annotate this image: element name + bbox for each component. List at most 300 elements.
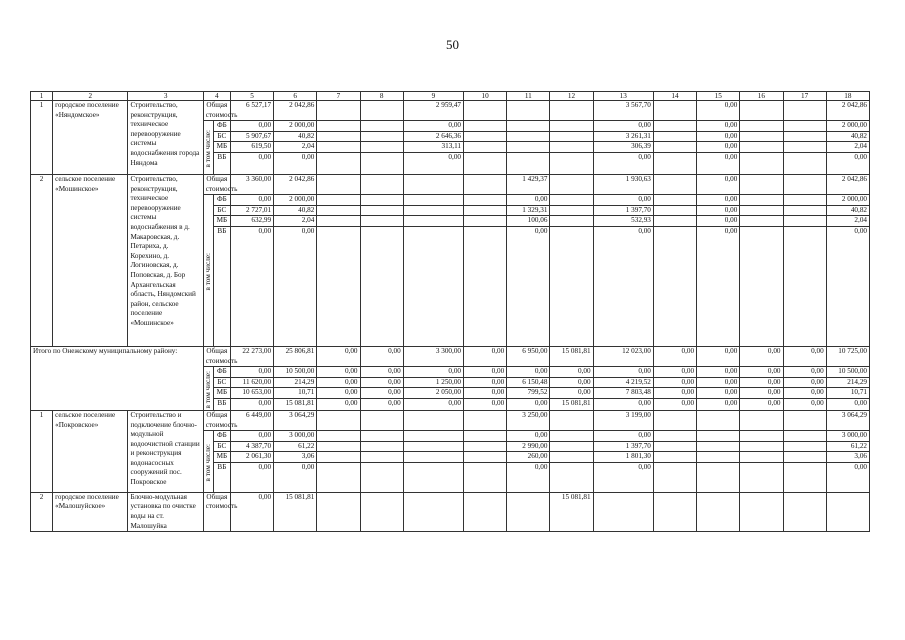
value-cell-col-10: 0,00 bbox=[464, 346, 507, 366]
value-cell-col-18: 0,00 bbox=[826, 226, 869, 346]
value-cell-col-12 bbox=[550, 152, 593, 174]
value-cell-col-6: 0,00 bbox=[274, 462, 317, 492]
value-cell-col-13: 4 219,52 bbox=[593, 377, 653, 388]
project-name: Строительство, реконструкция, техническое перевооружение системы водоснабжения города Няндома bbox=[128, 101, 203, 175]
value-cell-col-17: 0,00 bbox=[783, 388, 826, 399]
value-cell-col-9 bbox=[403, 226, 463, 346]
value-cell-col-10 bbox=[464, 205, 507, 216]
value-cell-col-14 bbox=[653, 431, 696, 442]
value-cell-col-18: 2 000,00 bbox=[826, 195, 869, 206]
value-cell-col-5: 5 907,67 bbox=[230, 131, 273, 142]
value-cell-col-18: 0,00 bbox=[826, 398, 869, 410]
page-number: 50 bbox=[446, 37, 459, 52]
value-cell-col-15 bbox=[697, 452, 740, 463]
value-cell-col-9 bbox=[403, 452, 463, 463]
project-name: Строительство, реконструкция, техническое перевооружение системы водоснабжения в д. Макаровская, д. Петариха, д. Корехино, д. Логиновская, д. Поповская, д. Бор Архангельская область, Няндомский район, сельское поселение «Мошинское» bbox=[128, 174, 203, 346]
value-cell-col-8 bbox=[360, 131, 403, 142]
funding-source: МБ bbox=[213, 216, 230, 227]
value-cell-col-18 bbox=[826, 492, 869, 531]
column-number: 18 bbox=[826, 92, 869, 101]
value-cell-col-12 bbox=[550, 441, 593, 452]
value-cell-col-7 bbox=[317, 410, 360, 430]
value-cell-col-13: 12 023,00 bbox=[593, 346, 653, 366]
including-label-text: в том числе: bbox=[203, 443, 212, 482]
value-cell-col-17 bbox=[783, 431, 826, 442]
funding-source: МБ bbox=[213, 142, 230, 153]
row-number: 2 bbox=[31, 174, 53, 346]
value-cell-col-6: 40,82 bbox=[274, 205, 317, 216]
value-cell-col-8 bbox=[360, 174, 403, 194]
value-cell-col-14 bbox=[653, 410, 696, 430]
funding-type-total: Общая стоимость bbox=[203, 410, 230, 430]
funding-source: ФБ bbox=[213, 121, 230, 132]
funding-type-total: Общая стоимость bbox=[203, 174, 230, 194]
municipality-name: городское поселение «Няндомское» bbox=[53, 101, 128, 175]
value-cell-col-6: 2,04 bbox=[274, 216, 317, 227]
value-cell-col-15 bbox=[697, 462, 740, 492]
column-number: 15 bbox=[697, 92, 740, 101]
value-cell-col-5: 0,00 bbox=[230, 398, 273, 410]
value-cell-col-11: 0,00 bbox=[507, 195, 550, 206]
row-number: 2 bbox=[31, 492, 53, 531]
column-number: 1 bbox=[31, 92, 53, 101]
value-cell-col-12: 15 081,81 bbox=[550, 346, 593, 366]
value-cell-col-17 bbox=[783, 205, 826, 216]
value-cell-col-15: 0,00 bbox=[697, 152, 740, 174]
value-cell-col-5: 0,00 bbox=[230, 492, 273, 531]
value-cell-col-17 bbox=[783, 410, 826, 430]
value-cell-col-17 bbox=[783, 152, 826, 174]
value-cell-col-7 bbox=[317, 142, 360, 153]
value-cell-col-14 bbox=[653, 101, 696, 121]
including-label-text: в том числе: bbox=[203, 129, 212, 168]
value-cell-col-6: 40,82 bbox=[274, 131, 317, 142]
value-cell-col-11: 0,00 bbox=[507, 367, 550, 378]
table-row bbox=[31, 174, 870, 194]
value-cell-col-14: 0,00 bbox=[653, 398, 696, 410]
value-cell-col-17 bbox=[783, 131, 826, 142]
value-cell-col-5: 0,00 bbox=[230, 367, 273, 378]
value-cell-col-7 bbox=[317, 452, 360, 463]
column-number: 6 bbox=[274, 92, 317, 101]
value-cell-col-6: 2 042,86 bbox=[274, 101, 317, 121]
value-cell-col-15: 0,00 bbox=[697, 195, 740, 206]
value-cell-col-11: 1 429,37 bbox=[507, 174, 550, 194]
value-cell-col-8 bbox=[360, 431, 403, 442]
including-label bbox=[203, 195, 213, 347]
value-cell-col-5: 22 273,00 bbox=[230, 346, 273, 366]
value-cell-col-15 bbox=[697, 441, 740, 452]
value-cell-col-14: 0,00 bbox=[653, 367, 696, 378]
value-cell-col-7 bbox=[317, 226, 360, 346]
column-numbers-row bbox=[31, 92, 870, 101]
value-cell-col-7 bbox=[317, 216, 360, 227]
value-cell-col-7: 0,00 bbox=[317, 388, 360, 399]
value-cell-col-13: 3 261,31 bbox=[593, 131, 653, 142]
value-cell-col-5: 4 387,70 bbox=[230, 441, 273, 452]
value-cell-col-8 bbox=[360, 195, 403, 206]
value-cell-col-7 bbox=[317, 121, 360, 132]
value-cell-col-15: 0,00 bbox=[697, 367, 740, 378]
value-cell-col-17 bbox=[783, 121, 826, 132]
value-cell-col-10 bbox=[464, 462, 507, 492]
value-cell-col-10 bbox=[464, 441, 507, 452]
value-cell-col-9 bbox=[403, 195, 463, 206]
funding-source: ВБ bbox=[213, 462, 230, 492]
value-cell-col-10 bbox=[464, 216, 507, 227]
value-cell-col-8 bbox=[360, 121, 403, 132]
value-cell-col-18: 2 042,86 bbox=[826, 101, 869, 121]
column-number: 9 bbox=[403, 92, 463, 101]
funding-source: БС bbox=[213, 441, 230, 452]
value-cell-col-10 bbox=[464, 452, 507, 463]
value-cell-col-10 bbox=[464, 226, 507, 346]
column-number: 16 bbox=[740, 92, 783, 101]
funding-source: ФБ bbox=[213, 431, 230, 442]
value-cell-col-14 bbox=[653, 441, 696, 452]
funding-source: ФБ bbox=[213, 367, 230, 378]
column-number: 12 bbox=[550, 92, 593, 101]
value-cell-col-13: 0,00 bbox=[593, 462, 653, 492]
value-cell-col-16 bbox=[740, 410, 783, 430]
value-cell-col-15 bbox=[697, 431, 740, 442]
value-cell-col-18: 2 000,00 bbox=[826, 121, 869, 132]
value-cell-col-7 bbox=[317, 195, 360, 206]
value-cell-col-16 bbox=[740, 131, 783, 142]
value-cell-col-11: 0,00 bbox=[507, 431, 550, 442]
value-cell-col-7: 0,00 bbox=[317, 398, 360, 410]
value-cell-col-10 bbox=[464, 142, 507, 153]
value-cell-col-18: 2 042,86 bbox=[826, 174, 869, 194]
value-cell-col-15: 0,00 bbox=[697, 226, 740, 346]
value-cell-col-14 bbox=[653, 226, 696, 346]
funding-source: ВБ bbox=[213, 226, 230, 346]
value-cell-col-14 bbox=[653, 121, 696, 132]
value-cell-col-5: 3 360,00 bbox=[230, 174, 273, 194]
value-cell-col-13: 1 397,70 bbox=[593, 441, 653, 452]
value-cell-col-11: 0,00 bbox=[507, 462, 550, 492]
column-number: 4 bbox=[203, 92, 230, 101]
funding-type-total: Общая стоимость bbox=[203, 101, 230, 121]
value-cell-col-6: 2 042,86 bbox=[274, 174, 317, 194]
value-cell-col-12: 0,00 bbox=[550, 388, 593, 399]
value-cell-col-11: 0,00 bbox=[507, 226, 550, 346]
value-cell-col-9: 0,00 bbox=[403, 398, 463, 410]
value-cell-col-6: 25 806,81 bbox=[274, 346, 317, 366]
value-cell-col-13 bbox=[593, 492, 653, 531]
value-cell-col-6: 2,04 bbox=[274, 142, 317, 153]
value-cell-col-14 bbox=[653, 152, 696, 174]
value-cell-col-11: 6 150,48 bbox=[507, 377, 550, 388]
value-cell-col-7 bbox=[317, 131, 360, 142]
value-cell-col-10 bbox=[464, 131, 507, 142]
including-label bbox=[203, 367, 213, 411]
value-cell-col-9 bbox=[403, 174, 463, 194]
value-cell-col-13: 532,93 bbox=[593, 216, 653, 227]
value-cell-col-16 bbox=[740, 174, 783, 194]
value-cell-col-6: 10,71 bbox=[274, 388, 317, 399]
value-cell-col-18: 0,00 bbox=[826, 152, 869, 174]
value-cell-col-16: 0,00 bbox=[740, 367, 783, 378]
value-cell-col-18: 3 000,00 bbox=[826, 431, 869, 442]
table-row bbox=[31, 101, 870, 121]
value-cell-col-17 bbox=[783, 452, 826, 463]
value-cell-col-5: 10 653,00 bbox=[230, 388, 273, 399]
value-cell-col-6: 3,06 bbox=[274, 452, 317, 463]
value-cell-col-14 bbox=[653, 195, 696, 206]
value-cell-col-10 bbox=[464, 101, 507, 121]
value-cell-col-11: 799,52 bbox=[507, 388, 550, 399]
value-cell-col-17: 0,00 bbox=[783, 367, 826, 378]
row-number: 1 bbox=[31, 101, 53, 175]
value-cell-col-6: 10 500,00 bbox=[274, 367, 317, 378]
value-cell-col-14: 0,00 bbox=[653, 346, 696, 366]
value-cell-col-8 bbox=[360, 152, 403, 174]
value-cell-col-8 bbox=[360, 101, 403, 121]
value-cell-col-8: 0,00 bbox=[360, 367, 403, 378]
value-cell-col-12 bbox=[550, 462, 593, 492]
value-cell-col-14: 0,00 bbox=[653, 388, 696, 399]
value-cell-col-11: 6 950,00 bbox=[507, 346, 550, 366]
value-cell-col-8 bbox=[360, 205, 403, 216]
including-label-text: в том числе: bbox=[203, 370, 212, 409]
value-cell-col-10 bbox=[464, 492, 507, 531]
value-cell-col-8 bbox=[360, 142, 403, 153]
value-cell-col-15: 0,00 bbox=[697, 388, 740, 399]
value-cell-col-13: 3 199,00 bbox=[593, 410, 653, 430]
value-cell-col-14 bbox=[653, 216, 696, 227]
value-cell-col-17 bbox=[783, 462, 826, 492]
value-cell-col-8: 0,00 bbox=[360, 377, 403, 388]
table-row bbox=[31, 492, 870, 531]
municipality-name: сельское поселение «Покровское» bbox=[53, 410, 128, 492]
value-cell-col-14: 0,00 bbox=[653, 377, 696, 388]
value-cell-col-6: 214,29 bbox=[274, 377, 317, 388]
value-cell-col-13: 0,00 bbox=[593, 398, 653, 410]
value-cell-col-11: 1 329,31 bbox=[507, 205, 550, 216]
value-cell-col-18: 40,82 bbox=[826, 205, 869, 216]
value-cell-col-17 bbox=[783, 226, 826, 346]
value-cell-col-18: 214,29 bbox=[826, 377, 869, 388]
value-cell-col-15: 0,00 bbox=[697, 121, 740, 132]
value-cell-col-8 bbox=[360, 452, 403, 463]
value-cell-col-9: 0,00 bbox=[403, 121, 463, 132]
value-cell-col-13: 306,39 bbox=[593, 142, 653, 153]
value-cell-col-17: 0,00 bbox=[783, 377, 826, 388]
value-cell-col-18: 10 725,00 bbox=[826, 346, 869, 366]
value-cell-col-11 bbox=[507, 121, 550, 132]
value-cell-col-13: 0,00 bbox=[593, 121, 653, 132]
value-cell-col-9 bbox=[403, 462, 463, 492]
table-row bbox=[31, 346, 870, 366]
value-cell-col-15: 0,00 bbox=[697, 377, 740, 388]
value-cell-col-6: 0,00 bbox=[274, 226, 317, 346]
value-cell-col-16 bbox=[740, 431, 783, 442]
value-cell-col-9 bbox=[403, 205, 463, 216]
value-cell-col-9 bbox=[403, 441, 463, 452]
value-cell-col-9: 2 646,36 bbox=[403, 131, 463, 142]
value-cell-col-10 bbox=[464, 152, 507, 174]
funding-source: ВБ bbox=[213, 152, 230, 174]
value-cell-col-11: 2 990,00 bbox=[507, 441, 550, 452]
value-cell-col-17 bbox=[783, 492, 826, 531]
column-number: 17 bbox=[783, 92, 826, 101]
value-cell-col-13: 1 397,70 bbox=[593, 205, 653, 216]
column-number: 13 bbox=[593, 92, 653, 101]
value-cell-col-7 bbox=[317, 492, 360, 531]
value-cell-col-12 bbox=[550, 174, 593, 194]
value-cell-col-15: 0,00 bbox=[697, 131, 740, 142]
value-cell-col-6: 3 000,00 bbox=[274, 431, 317, 442]
value-cell-col-7 bbox=[317, 152, 360, 174]
value-cell-col-11 bbox=[507, 492, 550, 531]
value-cell-col-12 bbox=[550, 452, 593, 463]
value-cell-col-10: 0,00 bbox=[464, 367, 507, 378]
value-cell-col-16 bbox=[740, 101, 783, 121]
value-cell-col-6: 61,22 bbox=[274, 441, 317, 452]
column-number: 5 bbox=[230, 92, 273, 101]
value-cell-col-16 bbox=[740, 492, 783, 531]
value-cell-col-12 bbox=[550, 226, 593, 346]
value-cell-col-8: 0,00 bbox=[360, 388, 403, 399]
value-cell-col-8 bbox=[360, 216, 403, 227]
value-cell-col-10 bbox=[464, 410, 507, 430]
value-cell-col-6: 15 081,81 bbox=[274, 398, 317, 410]
value-cell-col-6: 2 000,00 bbox=[274, 121, 317, 132]
value-cell-col-9: 313,11 bbox=[403, 142, 463, 153]
municipality-name: сельское поселение «Мошинское» bbox=[53, 174, 128, 346]
value-cell-col-14 bbox=[653, 174, 696, 194]
value-cell-col-9: 3 300,00 bbox=[403, 346, 463, 366]
value-cell-col-16 bbox=[740, 226, 783, 346]
value-cell-col-16 bbox=[740, 205, 783, 216]
value-cell-col-11 bbox=[507, 131, 550, 142]
funding-source: БС bbox=[213, 205, 230, 216]
column-number: 11 bbox=[507, 92, 550, 101]
including-label bbox=[203, 121, 213, 175]
value-cell-col-11: 100,06 bbox=[507, 216, 550, 227]
value-cell-col-8: 0,00 bbox=[360, 346, 403, 366]
value-cell-col-7 bbox=[317, 205, 360, 216]
value-cell-col-5: 6 449,00 bbox=[230, 410, 273, 430]
value-cell-col-16 bbox=[740, 121, 783, 132]
funding-type-total: Общая стоимость bbox=[203, 346, 230, 366]
budget-table bbox=[30, 91, 870, 532]
value-cell-col-5: 11 620,00 bbox=[230, 377, 273, 388]
value-cell-col-14 bbox=[653, 462, 696, 492]
value-cell-col-18: 61,22 bbox=[826, 441, 869, 452]
value-cell-col-17 bbox=[783, 101, 826, 121]
value-cell-col-10 bbox=[464, 195, 507, 206]
value-cell-col-15: 0,00 bbox=[697, 174, 740, 194]
value-cell-col-10: 0,00 bbox=[464, 388, 507, 399]
value-cell-col-15: 0,00 bbox=[697, 142, 740, 153]
value-cell-col-16: 0,00 bbox=[740, 346, 783, 366]
value-cell-col-16 bbox=[740, 462, 783, 492]
value-cell-col-17 bbox=[783, 174, 826, 194]
value-cell-col-13: 0,00 bbox=[593, 152, 653, 174]
value-cell-col-12 bbox=[550, 195, 593, 206]
including-label bbox=[203, 431, 213, 493]
funding-source: МБ bbox=[213, 388, 230, 399]
value-cell-col-5: 0,00 bbox=[230, 195, 273, 206]
value-cell-col-14 bbox=[653, 142, 696, 153]
value-cell-col-5: 0,00 bbox=[230, 226, 273, 346]
value-cell-col-5: 6 527,17 bbox=[230, 101, 273, 121]
value-cell-col-17 bbox=[783, 216, 826, 227]
value-cell-col-16: 0,00 bbox=[740, 398, 783, 410]
value-cell-col-18: 40,82 bbox=[826, 131, 869, 142]
including-label-text: в том числе: bbox=[203, 252, 212, 291]
value-cell-col-18: 10 500,00 bbox=[826, 367, 869, 378]
value-cell-col-13: 0,00 bbox=[593, 431, 653, 442]
total-label: Итого по Онежскому муниципальному району: bbox=[31, 346, 204, 410]
value-cell-col-5: 619,50 bbox=[230, 142, 273, 153]
value-cell-col-15 bbox=[697, 410, 740, 430]
value-cell-col-16 bbox=[740, 142, 783, 153]
value-cell-col-12 bbox=[550, 142, 593, 153]
funding-source: БС bbox=[213, 131, 230, 142]
table-row bbox=[31, 410, 870, 430]
value-cell-col-12: 15 081,81 bbox=[550, 398, 593, 410]
column-number: 2 bbox=[53, 92, 128, 101]
value-cell-col-13: 1 930,63 bbox=[593, 174, 653, 194]
value-cell-col-16 bbox=[740, 216, 783, 227]
value-cell-col-9: 0,00 bbox=[403, 152, 463, 174]
funding-type-total: Общая стоимость bbox=[203, 492, 230, 531]
value-cell-col-13: 1 801,30 bbox=[593, 452, 653, 463]
value-cell-col-9 bbox=[403, 410, 463, 430]
value-cell-col-7 bbox=[317, 462, 360, 492]
value-cell-col-8 bbox=[360, 492, 403, 531]
funding-source: МБ bbox=[213, 452, 230, 463]
value-cell-col-15: 0,00 bbox=[697, 346, 740, 366]
value-cell-col-11: 260,00 bbox=[507, 452, 550, 463]
value-cell-col-11: 3 250,00 bbox=[507, 410, 550, 430]
value-cell-col-16: 0,00 bbox=[740, 377, 783, 388]
value-cell-col-12: 0,00 bbox=[550, 377, 593, 388]
value-cell-col-14 bbox=[653, 131, 696, 142]
value-cell-col-13: 7 803,48 bbox=[593, 388, 653, 399]
value-cell-col-6: 0,00 bbox=[274, 152, 317, 174]
value-cell-col-16 bbox=[740, 195, 783, 206]
value-cell-col-14 bbox=[653, 492, 696, 531]
value-cell-col-8 bbox=[360, 441, 403, 452]
value-cell-col-18: 3,06 bbox=[826, 452, 869, 463]
value-cell-col-9 bbox=[403, 492, 463, 531]
value-cell-col-5: 0,00 bbox=[230, 462, 273, 492]
value-cell-col-14 bbox=[653, 452, 696, 463]
value-cell-col-12 bbox=[550, 431, 593, 442]
value-cell-col-7 bbox=[317, 431, 360, 442]
value-cell-col-7 bbox=[317, 101, 360, 121]
value-cell-col-11 bbox=[507, 101, 550, 121]
value-cell-col-12: 15 081,81 bbox=[550, 492, 593, 531]
value-cell-col-13: 0,00 bbox=[593, 195, 653, 206]
value-cell-col-17: 0,00 bbox=[783, 398, 826, 410]
column-number: 14 bbox=[653, 92, 696, 101]
value-cell-col-12 bbox=[550, 101, 593, 121]
value-cell-col-5: 0,00 bbox=[230, 121, 273, 132]
value-cell-col-15 bbox=[697, 492, 740, 531]
value-cell-col-10: 0,00 bbox=[464, 398, 507, 410]
value-cell-col-17: 0,00 bbox=[783, 346, 826, 366]
value-cell-col-15: 0,00 bbox=[697, 205, 740, 216]
municipality-name: городское поселение «Малошуйское» bbox=[53, 492, 128, 531]
value-cell-col-18: 10,71 bbox=[826, 388, 869, 399]
value-cell-col-16 bbox=[740, 452, 783, 463]
value-cell-col-9: 2 959,47 bbox=[403, 101, 463, 121]
